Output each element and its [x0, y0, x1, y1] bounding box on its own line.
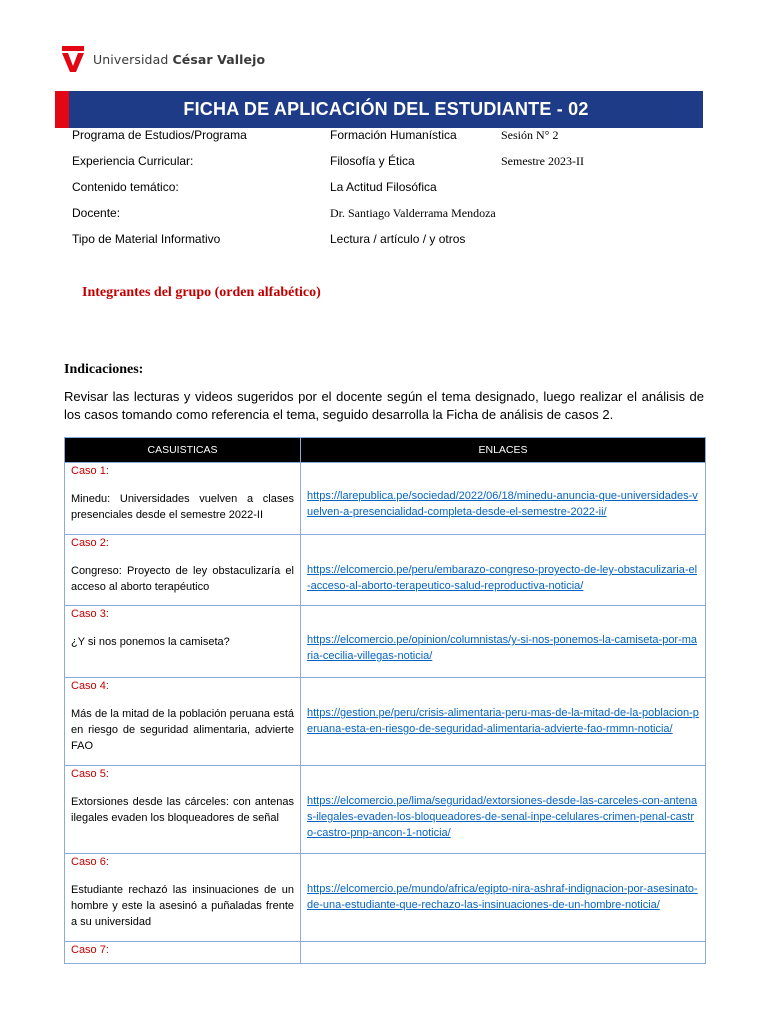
- case-link[interactable]: https://elcomercio.pe/opinion/columnistas/y-si-nos-ponemos-la-camiseta-por-maria-cecilia-villegas-noticia/: [307, 634, 698, 662]
- teacher-label: Docente:: [72, 206, 121, 220]
- university-name: Universidad César Vallejo: [93, 51, 266, 67]
- cases-table: [64, 437, 706, 964]
- table-row: [65, 942, 706, 964]
- case-cell: [65, 678, 301, 766]
- material-label: Tipo de Material Informativo: [72, 232, 221, 246]
- program-value: Formación Humanística: [330, 128, 457, 142]
- case-cell: [65, 463, 301, 535]
- group-members-title: Integrantes del grupo (orden alfabético): [82, 285, 321, 300]
- link-cell: [301, 854, 706, 942]
- table-row: [65, 766, 706, 854]
- case-label: Caso 5:: [71, 768, 109, 780]
- link-cell: [301, 942, 706, 964]
- case-label: Caso 6:: [71, 856, 109, 868]
- content-label: Contenido temático:: [72, 180, 179, 194]
- case-cell: [65, 766, 301, 854]
- column-header-cases: CASUISTICAS: [65, 438, 301, 463]
- case-label: Caso 7:: [71, 944, 109, 956]
- case-description: Congreso: Proyecto de ley obstaculizaría el acceso al aborto terapéutico: [71, 565, 294, 593]
- case-cell: [65, 535, 301, 606]
- case-link[interactable]: https://gestion.pe/peru/crisis-alimentaria-peru-mas-de-la-mitad-de-la-poblacion-peruana-esta-en-riesgo-de-seguridad-alimentaria-advierte-fao-rmmn-noticia/: [307, 707, 699, 735]
- link-cell: [301, 463, 706, 535]
- banner-accent: [55, 91, 69, 128]
- case-label: Caso 4:: [71, 680, 109, 692]
- case-link[interactable]: https://larepublica.pe/sociedad/2022/06/18/minedu-anuncia-que-universidades-vuelven-a-presencialidad-completa-desde-el-semestre-2022-ii/: [307, 490, 698, 518]
- table-row: [65, 606, 706, 678]
- content-value: La Actitud Filosófica: [330, 180, 437, 194]
- case-link[interactable]: https://elcomercio.pe/lima/seguridad/extorsiones-desde-las-carceles-con-antenas-ilegales-evaden-los-bloqueadores-de-senal-inpe-celulares-crimen-penal-castro-castro-pnp-ancon-1-noticia/: [307, 795, 698, 839]
- table-header-row: [65, 438, 706, 463]
- university-logo: [62, 44, 265, 74]
- case-link[interactable]: https://elcomercio.pe/mundo/africa/egipto-nira-ashraf-indignacion-por-asesinato-de-una-estudiante-que-rechazo-las-insinuaciones-de-un-hombre-noticia/: [307, 883, 698, 911]
- semester: Semestre 2023-II: [501, 154, 584, 168]
- case-description: Estudiante rechazó las insinuaciones de un hombre y este la asesinó a puñaladas frente a su universidad: [71, 884, 294, 928]
- case-cell: [65, 854, 301, 942]
- case-cell: [65, 606, 301, 678]
- session-number: Sesión N° 2: [501, 128, 559, 142]
- case-label: Caso 2:: [71, 537, 109, 549]
- experience-label: Experiencia Curricular:: [72, 154, 194, 168]
- university-logo-icon: [62, 46, 84, 72]
- link-cell: [301, 766, 706, 854]
- table-row: [65, 463, 706, 535]
- case-link[interactable]: https://elcomercio.pe/peru/embarazo-congreso-proyecto-de-ley-obstaculizaria-el-acceso-al-aborto-terapeutico-salud-reproductiva-noticia/: [307, 564, 698, 592]
- link-cell: [301, 535, 706, 606]
- case-label: Caso 1:: [71, 465, 109, 477]
- case-description: Minedu: Universidades vuelven a clases presenciales desde el semestre 2022-II: [71, 493, 294, 521]
- link-cell: [301, 606, 706, 678]
- column-header-links: ENLACES: [301, 438, 706, 463]
- case-label: Caso 3:: [71, 608, 109, 620]
- table-row: [65, 854, 706, 942]
- experience-value: Filosofía y Ética: [330, 154, 415, 168]
- table-row: [65, 535, 706, 606]
- material-value: Lectura / artículo / y otros: [330, 232, 466, 246]
- page-title: FICHA DE APLICACIÓN DEL ESTUDIANTE - 02: [69, 91, 703, 128]
- instructions-title: Indicaciones:: [64, 362, 144, 377]
- case-description: Más de la mitad de la población peruana está en riesgo de seguridad alimentaria, advierte FAO: [71, 708, 294, 752]
- instructions-text: Revisar las lecturas y videos sugeridos por el docente según el tema designado, luego realizar el análisis de los casos tomando como referencia el tema, seguido desarrolla la Ficha de análisis de casos 2.: [64, 389, 704, 422]
- link-cell: [301, 678, 706, 766]
- case-description: Extorsiones desde las cárceles: con antenas ilegales evaden los bloqueadores de señal: [71, 796, 294, 824]
- program-label: Programa de Estudios/Programa: [72, 128, 247, 142]
- table-row: [65, 678, 706, 766]
- case-cell: [65, 942, 301, 964]
- teacher-value: Dr. Santiago Valderrama Mendoza: [330, 206, 496, 220]
- case-description: ¿Y si nos ponemos la camiseta?: [71, 636, 230, 648]
